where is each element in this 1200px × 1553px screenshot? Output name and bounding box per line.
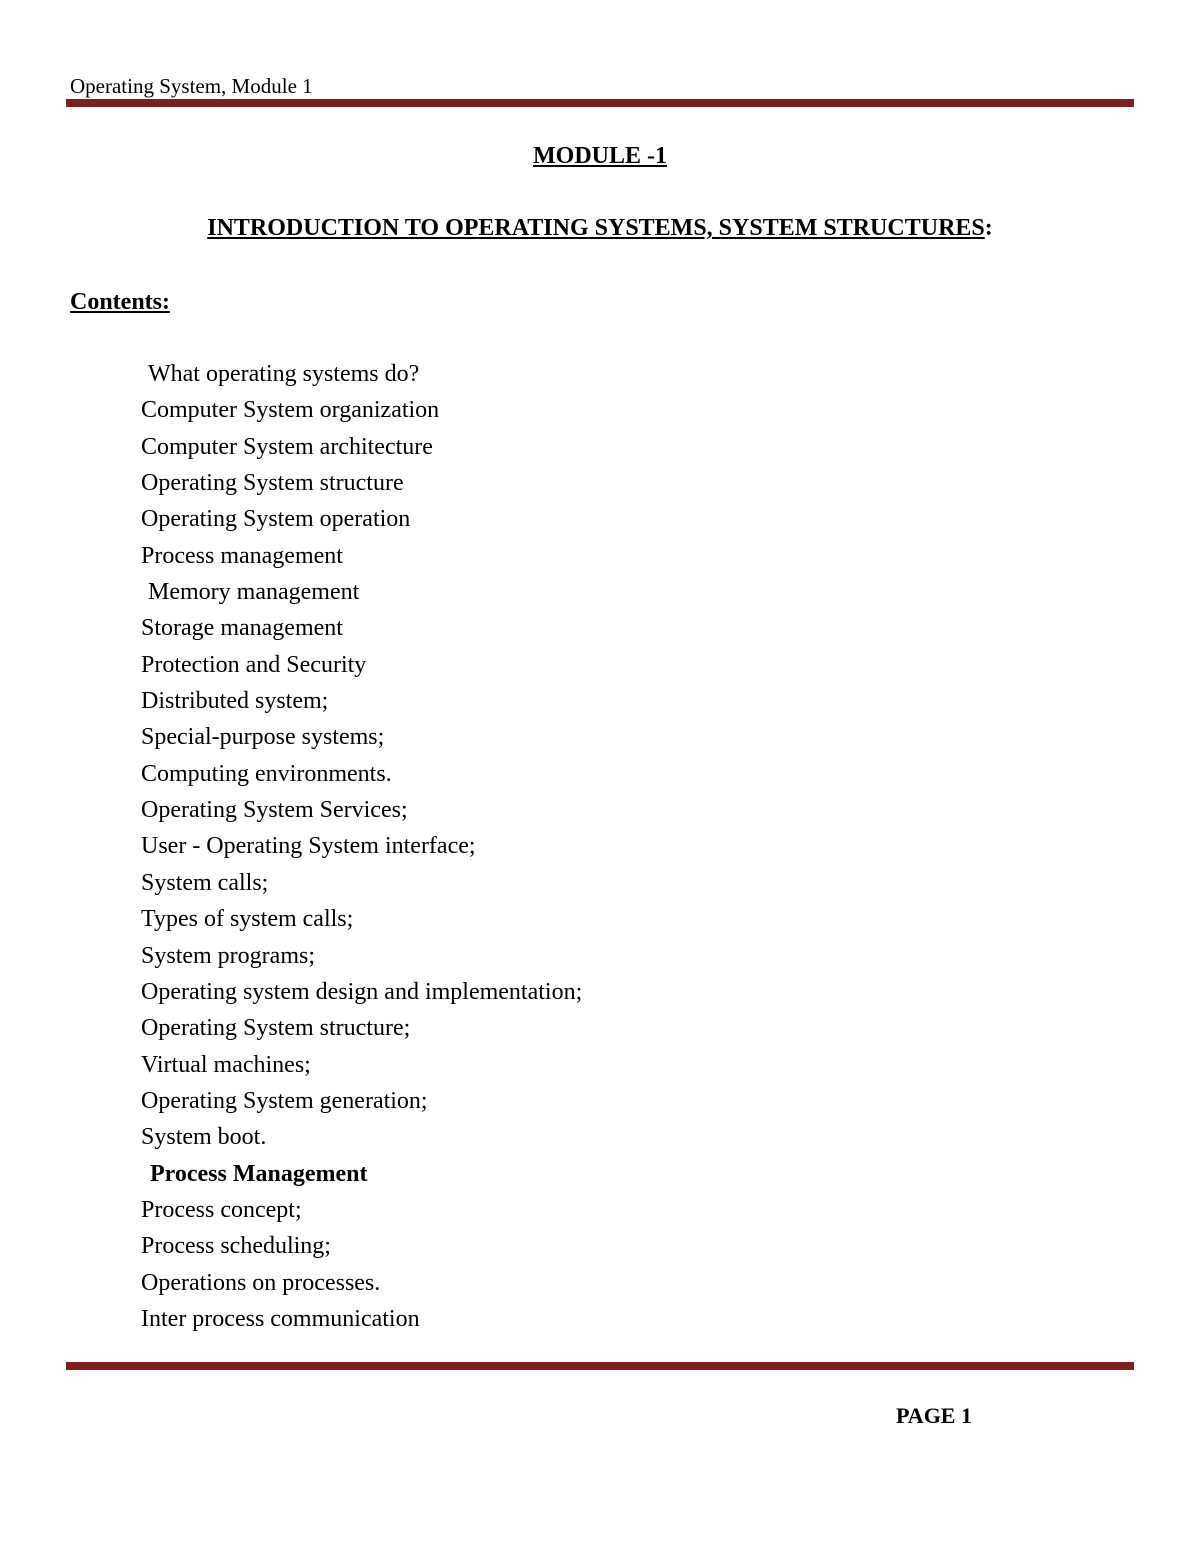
contents-item: Operating System generation; <box>141 1087 428 1114</box>
contents-item: Operating System structure <box>141 470 404 497</box>
contents-item: Operating system design and implementation; <box>141 978 583 1005</box>
contents-item: Computer System organization <box>141 397 440 424</box>
contents-item: Process scheduling; <box>141 1233 331 1260</box>
footer-rule <box>66 1362 1134 1370</box>
contents-item: Storage management <box>141 615 343 642</box>
contents-item: Computer System architecture <box>141 433 433 460</box>
contents-item: Protection and Security <box>141 651 367 678</box>
contents-item: Process concept; <box>141 1196 302 1223</box>
contents-item: Virtual machines; <box>141 1051 311 1078</box>
contents-item: Types of system calls; <box>141 906 354 933</box>
contents-list <box>141 356 582 1337</box>
contents-item: User - Operating System interface; <box>141 833 476 860</box>
module-title: MODULE -1 <box>533 143 667 169</box>
contents-item: What operating systems do? <box>148 361 420 387</box>
contents-subheading: Process Management <box>150 1160 368 1187</box>
contents-item: Operating System operation <box>141 506 411 533</box>
contents-item: Operating System Services; <box>141 797 408 824</box>
contents-item: Memory management <box>148 579 360 606</box>
contents-item: Process management <box>141 542 343 569</box>
contents-item: System programs; <box>141 942 315 969</box>
contents-item: Operating System structure; <box>141 1015 411 1042</box>
contents-item: Operations on processes. <box>141 1269 381 1296</box>
contents-item: Inter process communication <box>141 1305 420 1332</box>
contents-item: Distributed system; <box>141 688 329 715</box>
contents-item: System calls; <box>141 869 269 896</box>
contents-heading: Contents: <box>70 289 170 315</box>
section-title-suffix: : <box>984 215 993 241</box>
header-rule <box>66 99 1134 107</box>
section-title <box>0 212 1200 244</box>
contents-item: Computing environments. <box>141 760 392 787</box>
contents-item: Special-purpose systems; <box>141 724 385 751</box>
contents-item: System boot. <box>141 1124 267 1151</box>
page-number: PAGE 1 <box>896 1403 972 1428</box>
section-title-text: INTRODUCTION TO OPERATING SYSTEMS, SYSTEM STRUCTURES <box>207 215 985 241</box>
running-header: Operating System, Module 1 <box>70 74 313 98</box>
